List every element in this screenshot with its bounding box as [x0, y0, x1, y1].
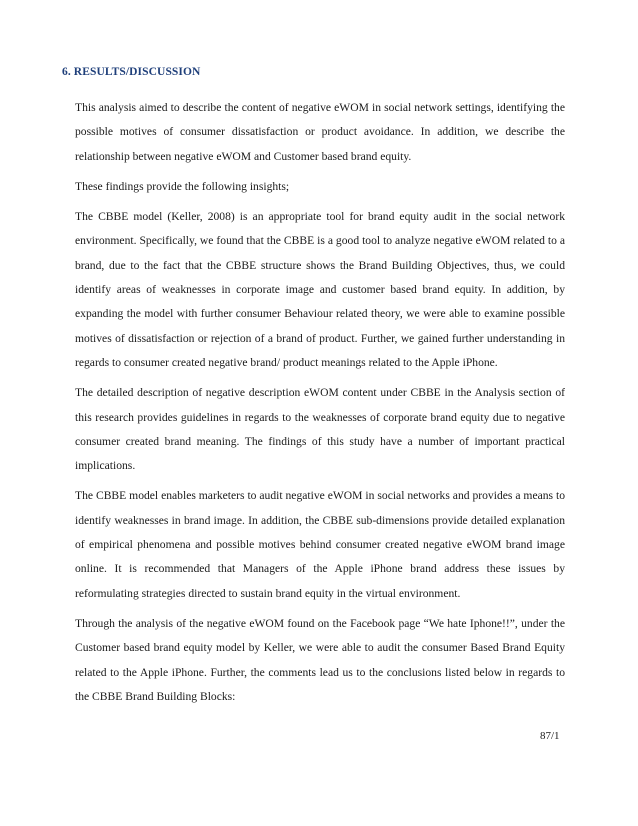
body-text [75, 96, 565, 715]
page-number: 87/1 [540, 730, 560, 742]
paragraph-detailed-description: The detailed description of negative description eWOM content under CBBE in the Analysis section of this research provides guidelines in regards to the weaknesses of corporate brand equity due to negative consumer created brand meaning. The findings of this study have a number of important practical implications. [75, 386, 565, 473]
paragraph-cbbe-enables: The CBBE model enables marketers to audit negative eWOM in social networks and provides a means to identify weaknesses in brand image. In addition, the CBBE sub-dimensions provide detailed explanation of empirical phenomena and possible motives behind consumer created negative eWOM brand image online. It is recommended that Managers of the Apple iPhone brand address these issues by reformulating strategies directed to sustain brand equity in the virtual environment. [75, 489, 565, 600]
paragraph-insights: These findings provide the following insights; [75, 179, 290, 193]
section-heading: 6. RESULTS/DISCUSSION [62, 66, 201, 78]
paragraph-cbbe-model: The CBBE model (Keller, 2008) is an appropriate tool for brand equity audit in the social network environment. Specifically, we found that the CBBE is a good tool to analyze negative eWOM related to a brand, due to the fact that the CBBE structure shows the Brand Building Objectives, thus, we could identify areas of weaknesses in corporate image and customer based brand equity. In addition, by expanding the model with further consumer Behaviour related theory, we were able to examine possible motives of dissatisfaction or rejection of a brand of product. Further, we gained further understanding in regards to consumer created negative brand/ product meanings related to the Apple iPhone. [75, 210, 565, 369]
paragraph-through-analysis: Through the analysis of the negative eWOM found on the Facebook page “We hate Iphone!!”, under the Customer based brand equity model by Keller, we were able to audit the consumer Based Brand Equity related to the Apple iPhone. Further, the comments lead us to the conclusions listed below in regards to the CBBE Brand Building Blocks: [75, 616, 565, 703]
paragraph-intro: This analysis aimed to describe the content of negative eWOM in social network settings, identifying the possible motives of consumer dissatisfaction or product avoidance. In addition, we describe the relationship between negative eWOM and Customer based brand equity. [75, 101, 565, 163]
